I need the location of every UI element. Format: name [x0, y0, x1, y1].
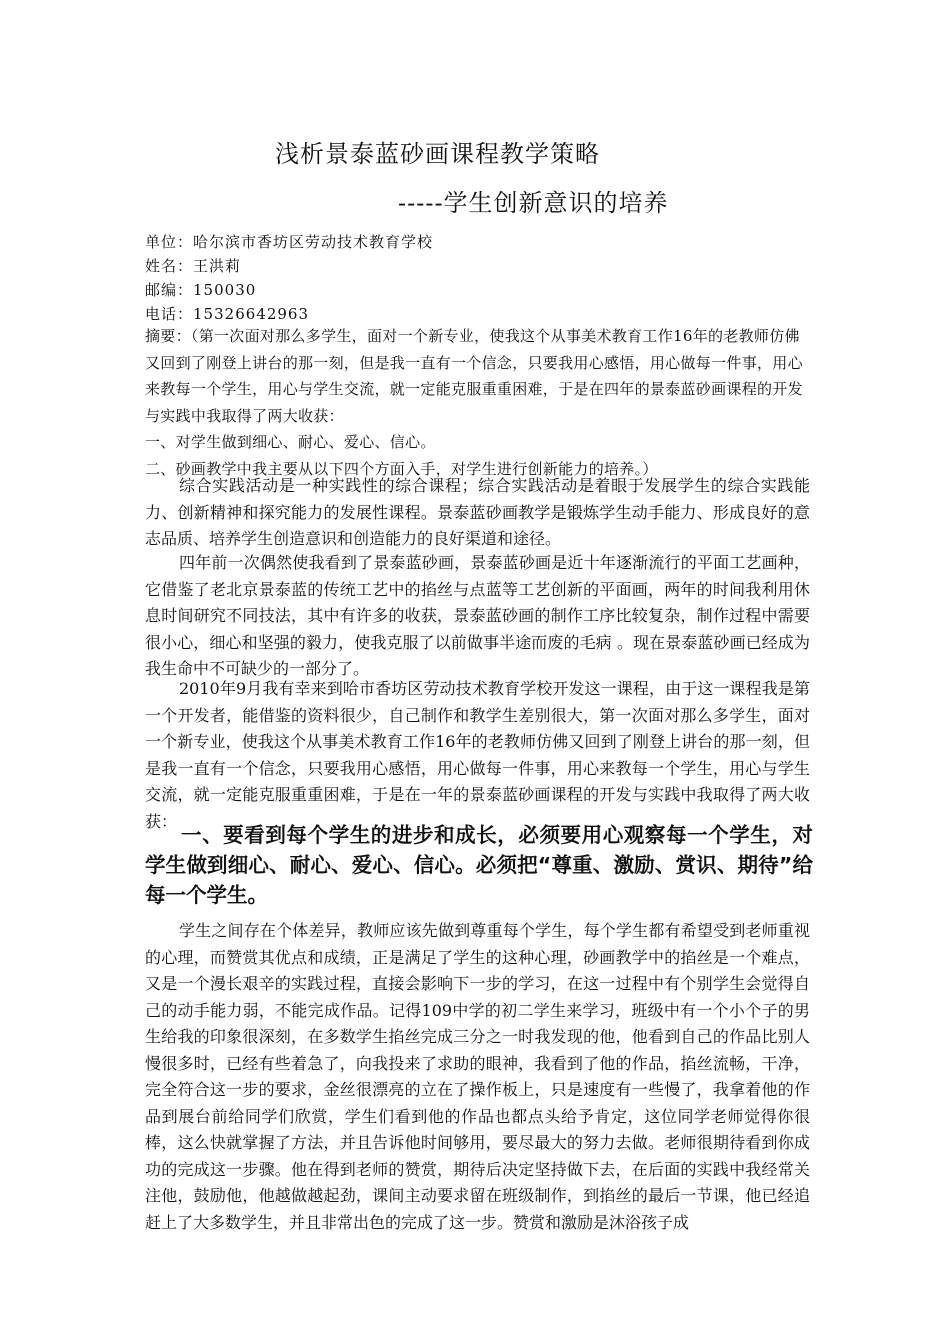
meta-unit-label: 单位： [145, 233, 194, 251]
document-subtitle: -----学生创新意识的培养 [398, 189, 669, 217]
meta-phone-value: 15326642963 [193, 305, 309, 323]
abstract-item-2: 二、砂画教学中我主要从以下四个方面入手，对学生进行创新能力的培养。） [145, 459, 658, 478]
abstract-lead: 摘要：（第一次面对那么多学生，面对一个新专业，使我这个从事美术教育工作16年的老教师仿佛又回到了刚登上讲台的那一刻，但是我一直有一个信念，只要我用心感悟，用心做每一件事，用心来教每一个学生，用心与学生交流，就一定能克服重重困难，于是在四年的景泰蓝砂画课程的开发与实践中我取得了两大收获： [145, 327, 803, 425]
meta-name-line [145, 253, 815, 279]
paragraph-1: 综合实践活动是一种实践性的综合课程；综合实践活动是着眼于发展学生的综合实践能力、创新精神和探究能力的发展性课程。景泰蓝砂画教学是锻炼学生动手能力、形成良好的意志品质、培养学生创造意识和创造能力的良好渠道和途径。 [145, 476, 810, 548]
meta-postcode-value: 150030 [193, 281, 257, 299]
meta-phone-label: 电话： [145, 305, 194, 323]
meta-postcode-label: 邮编： [145, 281, 194, 299]
paragraph-4: 学生之间存在个体差异，教师应该先做到尊重每个学生，每个学生都有希望受到老师重视的心理，而赞赏其优点和成绩，正是满足了学生的这种心理，砂画教学中的掐丝是一个难点，又是一个漫长艰辛的实践过程，直接会影响下一步的学习，在这一过程中有个别学生会觉得自己的动手能力弱，不能完成作品。记得109中学的初二学生来学习，班级中有一个小个子的男生给我的印象很深刻，在多数学生掐丝完成三分之一时我发现的他，他看到自己的作品比别人慢很多时，已经有些着急了，向我投来了求助的眼神，我看到了他的作品，掐丝流畅，干净，完全符合这一步的要求，金丝很漂亮的立在了操作板上，只是速度有一些慢了，我拿着他的作品到展台前给同学们欣赏，学生们看到他的作品也都点头给予肯定，这位同学老师觉得你很棒，这么快就掌握了方法，并且告诉他时间够用，要尽最大的努力去做。老师很期待看到你成功的完成这一步骤。他在得到老师的赞赏，期待后决定坚持做下去，在后面的实践中我经常关注他，鼓励他，他越做越起劲，课间主动要求留在班级制作，到掐丝的最后一节课，他已经追赶上了大多数学生，并且非常出色的完成了这一步。赞赏和激励是沐浴孩子成 [145, 921, 810, 1232]
abstract [145, 323, 810, 482]
document-title: 浅析景泰蓝砂画课程教学策略 [275, 140, 600, 168]
meta-postcode-line [145, 277, 815, 303]
meta-name-value: 王洪莉 [193, 257, 242, 275]
paragraph-3: 2010年9月我有幸来到哈市香坊区劳动技术教育学校开发这一课程，由于这一课程我是第一个开发者，能借鉴的资料很少，自己制作和教学生差别很大，第一次面对那么多学生，面对一个新专业，使我这个从事美术教育工作16年的老教师仿佛又回到了刚登上讲台的那一刻，但是我一直有一个信念，只要我用心感悟，用心做每一件事，用心来教每一个学生，用心与学生交流，就一定能克服重重困难，于是在一年的景泰蓝砂画课程的开发与实践中我取得了两大收获： [145, 679, 810, 831]
meta-unit-line [145, 229, 815, 255]
meta-name-label: 姓名： [145, 257, 194, 275]
section-heading-1: 一、要看到每个学生的进步和成长，必须要用心观察每一个学生，对学生做到细心、耐心、爱心、信心。必须把“尊重、激励、赏识、期待”给每一个学生。 [145, 823, 813, 907]
paragraph-2: 四年前一次偶然使我看到了景泰蓝砂画，景泰蓝砂画是近十年逐渐流行的平面工艺画种，它借鉴了老北京景泰蓝的传统工艺中的掐丝与点蓝等工艺创新的平面画，两年的时间我利用休息时间研究不同技法，其中有许多的收获，景泰蓝砂画的制作工序比较复杂，制作过程中需要很小心，细心和坚强的毅力，使我克服了以前做事半途而废的毛病 。现在景泰蓝砂画已经成为我生命中不可缺少的一部分了。 [145, 553, 810, 678]
abstract-item-1: 一、对学生做到细心、耐心、爱心、信心。 [145, 433, 436, 451]
meta-unit-value: 哈尔滨市香坊区劳动技术教育学校 [193, 233, 434, 251]
